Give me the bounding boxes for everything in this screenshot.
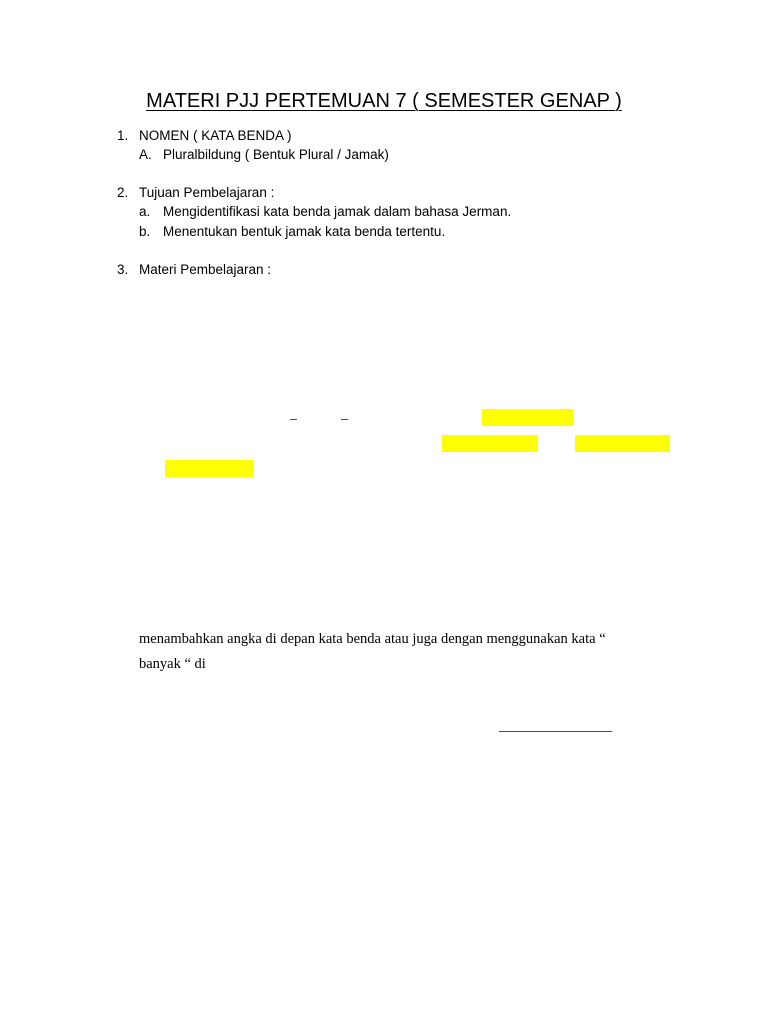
section-2-number: 2. xyxy=(117,185,129,200)
section-2-item-b-marker: b. xyxy=(139,224,151,239)
section-2-item-a-marker: a. xyxy=(139,204,151,219)
body-text-line-2: banyak “ di xyxy=(139,656,206,672)
red-mark xyxy=(341,419,348,420)
section-2-item-b-text: Menentukan bentuk jamak kata benda tertentu. xyxy=(163,224,446,239)
highlight-block xyxy=(442,435,538,452)
section-2-heading: Tujuan Pembelajaran : xyxy=(139,185,275,200)
section-3-number: 3. xyxy=(117,262,129,277)
highlight-block xyxy=(165,460,253,477)
highlight-block xyxy=(575,435,670,452)
red-mark xyxy=(290,419,297,420)
section-3-heading: Materi Pembelajaran : xyxy=(139,262,272,277)
section-1-item-a-marker: A. xyxy=(139,147,152,162)
highlight-block xyxy=(482,409,573,426)
body-text-line-1: menambahkan angka di depan kata benda atau juga dengan menggunakan kata “ xyxy=(139,631,606,647)
section-1-heading: NOMEN ( KATA BENDA ) xyxy=(139,128,292,143)
red-underline-mark xyxy=(499,731,612,732)
section-1-number: 1. xyxy=(117,128,129,143)
document-title-text: MATERI PJJ PERTEMUAN 7 ( SEMESTER GENAP ) xyxy=(146,90,622,112)
document-title xyxy=(0,88,768,114)
section-2-item-a-text: Mengidentifikasi kata benda jamak dalam bahasa Jerman. xyxy=(163,204,512,219)
section-1-item-a-text: Pluralbildung ( Bentuk Plural / Jamak) xyxy=(163,147,389,162)
